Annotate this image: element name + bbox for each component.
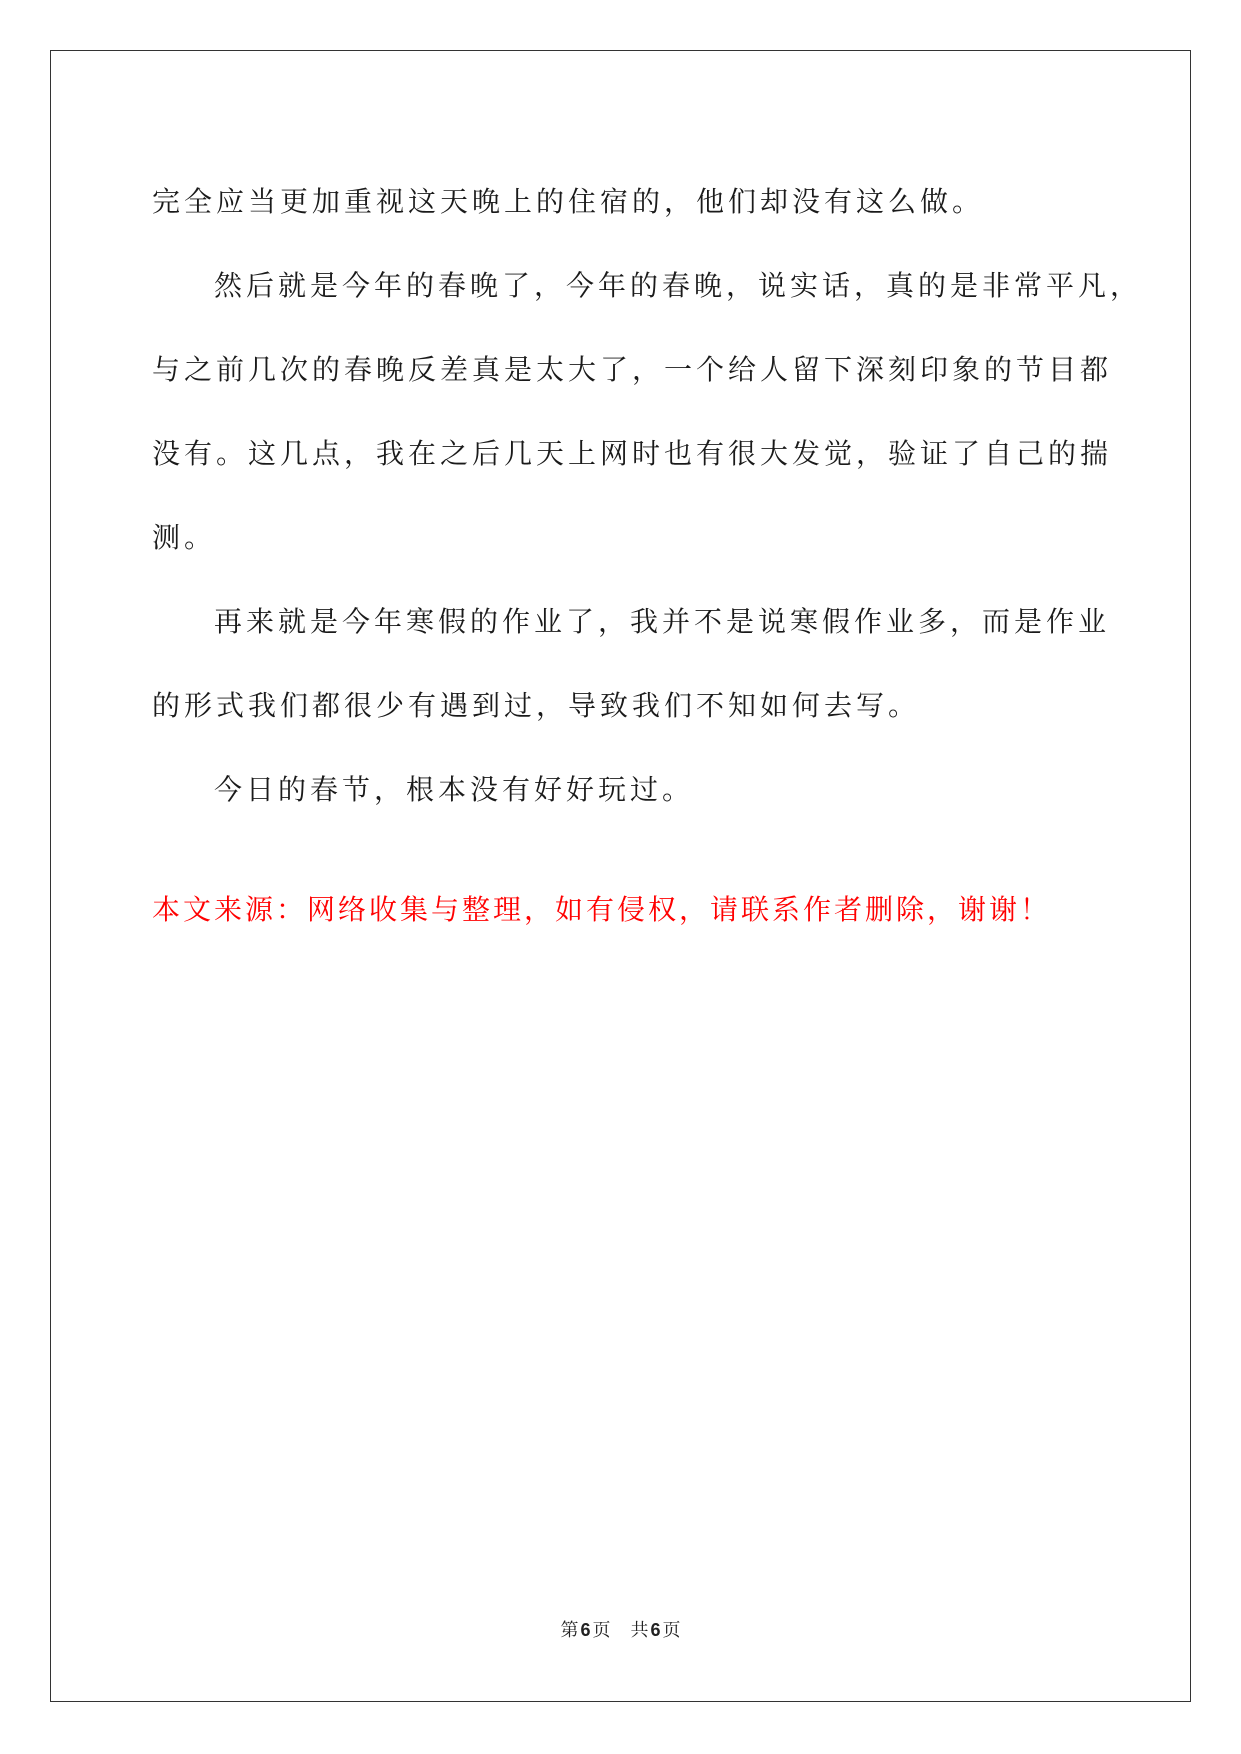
footer-total-prefix: 共: [630, 1620, 649, 1641]
paragraph-line: 然后就是今年的春晚了，今年的春晚，说实话，真的是非常平凡，: [214, 269, 1143, 302]
paragraph-line: 测。: [152, 521, 217, 554]
source-note: 本文来源：网络收集与整理，如有侵权，请联系作者删除，谢谢！: [152, 893, 1052, 926]
footer-total-suffix: 页: [662, 1620, 681, 1641]
footer-page-suffix: 页: [592, 1620, 611, 1641]
paragraph-line: 与之前几次的春晚反差真是太大了，一个给人留下深刻印象的节目都: [152, 353, 1113, 386]
page-footer: [0, 1618, 1241, 1643]
document-body: [152, 160, 1143, 832]
paragraph-line: 完全应当更加重视这天晚上的住宿的，他们却没有这么做。: [152, 185, 985, 218]
footer-total-pages: 6: [650, 1620, 661, 1640]
paragraph-line: 再来就是今年寒假的作业了，我并不是说寒假作业多，而是作业: [214, 605, 1111, 638]
paragraph-line: 没有。这几点，我在之后几天上网时也有很大发觉，验证了自己的揣: [152, 437, 1113, 470]
footer-page-prefix: 第: [560, 1620, 579, 1641]
footer-page-number: 6: [580, 1620, 591, 1640]
paragraph-line: 的形式我们都很少有遇到过，导致我们不知如何去写。: [152, 689, 921, 722]
paragraph-line: 今日的春节，根本没有好好玩过。: [214, 773, 695, 806]
